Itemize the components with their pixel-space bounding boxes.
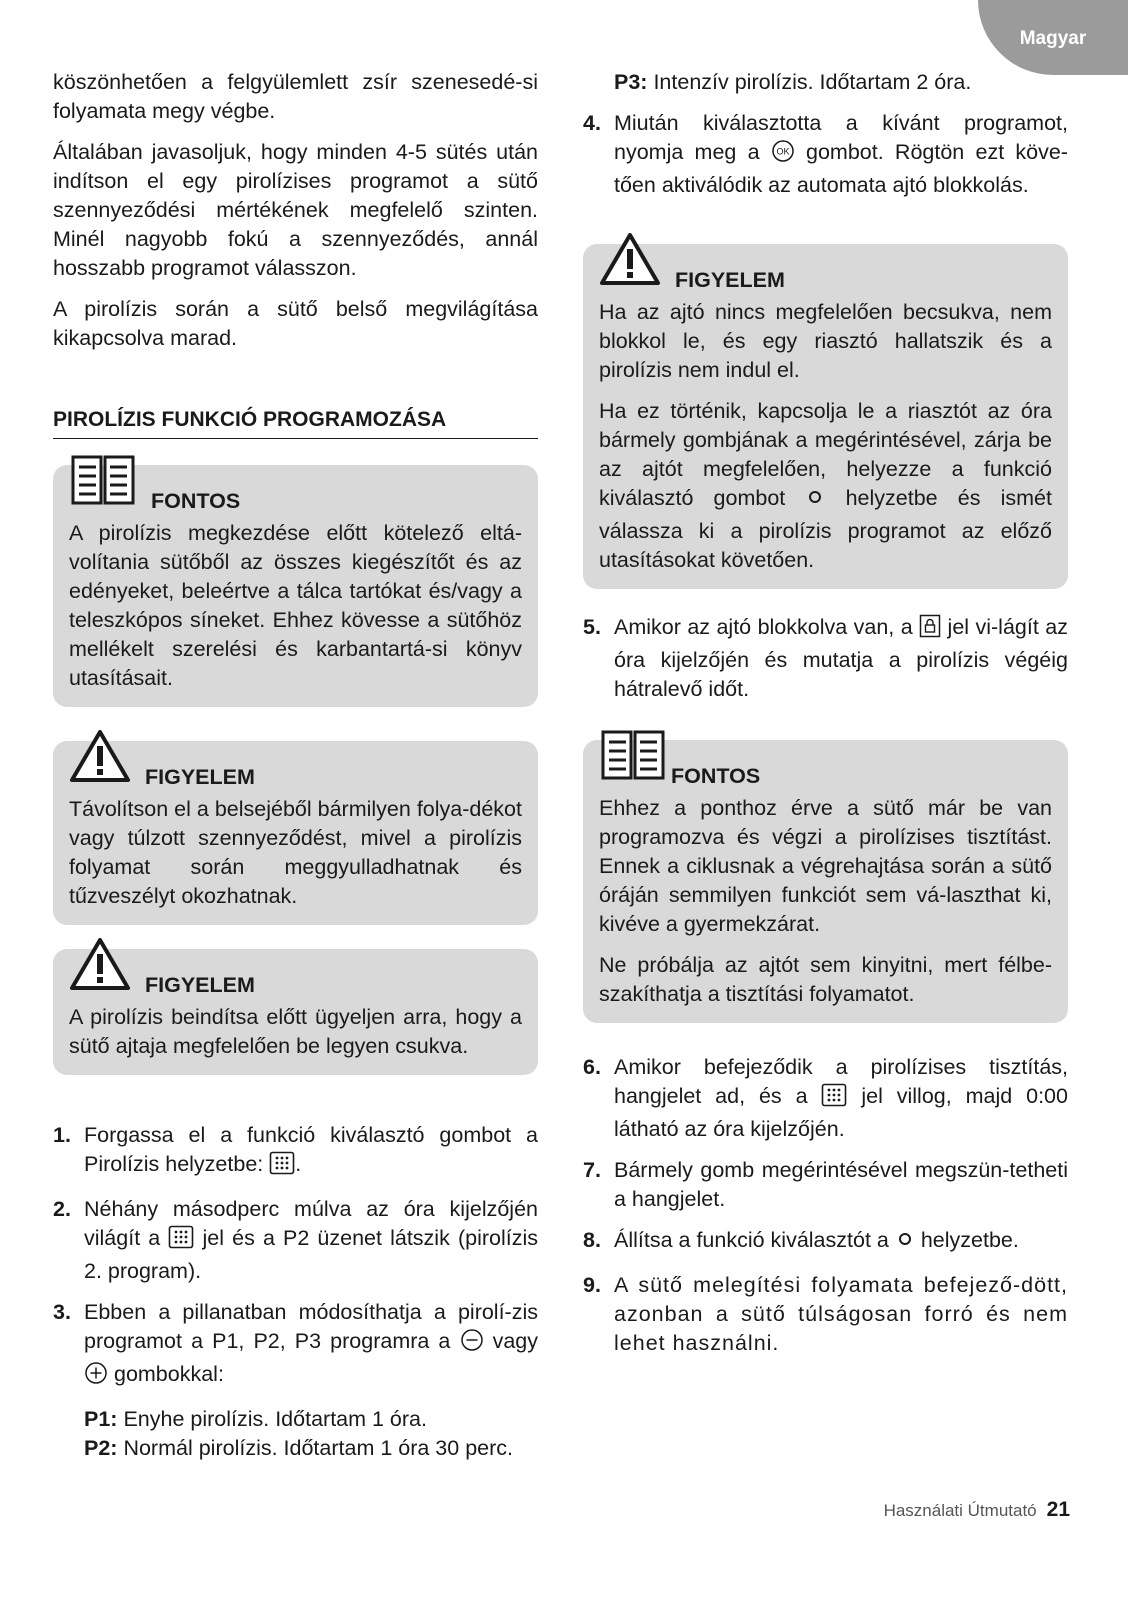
list-item	[583, 1053, 1068, 1144]
step-text: Bármely gomb megérintésével megszün-tetheti a hangjelet.	[614, 1158, 1068, 1211]
step-number: 4.	[583, 111, 601, 135]
language-tab-label: Magyar	[1019, 28, 1087, 49]
fontos-box-2-text-1: Ehhez a ponthoz érve a sütő már be van programozva és végzi a pirolízises tisztítást. Ennek a ciklusnak a végrehajtása során a sütő óráján semmilyen funkciót sem vá-laszthat ki, kivéve a gyermekzárat.	[599, 796, 1052, 936]
step-number: 6.	[583, 1055, 601, 1079]
step-text: Miután kiválasztotta a kívánt programot, nyomja meg a	[614, 111, 1068, 164]
program-code: P1:	[84, 1407, 118, 1431]
step-text-end: jel vi-lágít az óra kijelzőjén és mutatja a pirolízis végéig hátralevő időt.	[614, 615, 1068, 701]
list-item	[583, 1226, 1068, 1259]
off-position-icon	[895, 1230, 915, 1259]
fontos-box	[53, 465, 538, 707]
program-list	[53, 1405, 538, 1463]
step-text: Amikor befejeződik a pirolízises tisztítás, hangjelet ad, és a	[614, 1055, 1068, 1108]
program-text: Normál pirolízis. Időtartam 1 óra 30 perc.	[123, 1436, 513, 1460]
steps-list-left	[53, 1121, 538, 1463]
fontos-box-2-text-2: Ne próbálja az ajtót sem kinyitni, mert félbe-szakíthatja a tisztítási folyamatot.	[599, 953, 1052, 1006]
fontos-box-header	[69, 471, 522, 515]
figyelem-box-1-text: Távolítson el a belsejéből bármilyen folya-dékot vagy túlzott szennyeződést, mivel a pirolízis folyamat során meggyulladhatnak és tűzveszélyt okozhatnak.	[69, 797, 522, 908]
figyelem-box-3-header	[599, 250, 1052, 294]
program-p1	[84, 1405, 538, 1434]
door-lock-icon	[919, 614, 941, 646]
figyelem-box-1-header	[69, 747, 522, 791]
left-column	[53, 68, 538, 1463]
list-item	[583, 1156, 1068, 1214]
section-title: PIROLÍZIS FUNKCIÓ PROGRAMOZÁSA	[53, 405, 538, 439]
figyelem-box-3-title: FIGYELEM	[675, 268, 785, 292]
step-number: 7.	[583, 1158, 601, 1182]
pyrolysis-grid-icon	[821, 1083, 847, 1115]
step-text-end: gombokkal:	[113, 1362, 224, 1386]
list-item	[583, 613, 1068, 704]
manual-book-icon	[69, 453, 137, 515]
intro-paragraph-2: Általában javasoljuk, hogy minden 4-5 sütés után indítson el egy pirolízises programot a sütő szennyeződési mértékének megfelelő szinten. Minél nagyobb fokú a szennyeződés, annál hosszabb programot válasszon.	[53, 140, 538, 280]
figyelem-box-3-text-2b: helyzetbe és ismét válassza ki a pirolízis programot az előző utasításokat követően.	[599, 486, 1052, 572]
steps-list-right	[583, 1053, 1068, 1358]
figyelem-box-3	[583, 244, 1068, 589]
warning-triangle-icon	[69, 729, 131, 791]
list-item	[53, 1121, 538, 1183]
program-text: Intenzív pirolízis. Időtartam 2 óra.	[653, 70, 972, 94]
page-footer	[780, 1495, 1070, 1525]
step-text-end: gombot. Rögtön ezt köve-tően aktiválódik az automata ajtó blokkolás.	[614, 140, 1068, 197]
fontos-box-2-header	[599, 746, 1052, 790]
figyelem-box-3-text-1: Ha az ajtó nincs megfelelően becsukva, nem blokkol le, és egy riasztó hallatszik és a pirolízis nem indul el.	[599, 300, 1052, 382]
plus-circle-icon	[84, 1361, 108, 1393]
off-position-icon	[805, 488, 825, 517]
step-text: Forgassa el a funkció kiválasztó gombot a Pirolízis helyzetbe:	[84, 1123, 538, 1176]
warning-triangle-icon	[69, 937, 131, 999]
step-text-end: helyzetbe.	[920, 1228, 1019, 1252]
list-item	[53, 1298, 538, 1393]
figyelem-box-2	[53, 949, 538, 1075]
program-p3	[583, 68, 1068, 97]
figyelem-box-3-text-2	[599, 397, 1052, 575]
manual-book-icon	[599, 728, 667, 790]
step-text-mid: vagy	[492, 1329, 539, 1353]
step-number: 9.	[583, 1273, 601, 1297]
program-code: P3:	[614, 70, 648, 94]
figyelem-box-2-title: FIGYELEM	[145, 973, 255, 997]
page-number: 21	[1046, 1498, 1070, 1521]
program-text: Enyhe pirolízis. Időtartam 1 óra.	[123, 1407, 427, 1431]
step-text-end: .	[295, 1152, 302, 1176]
right-column	[583, 68, 1068, 1370]
step-number: 5.	[583, 615, 601, 639]
step-number: 8.	[583, 1228, 601, 1252]
step-number: 3.	[53, 1300, 71, 1324]
step-number: 1.	[53, 1123, 71, 1147]
language-tab	[978, 0, 1128, 75]
ok-button-icon	[771, 139, 795, 171]
program-p2	[84, 1434, 538, 1463]
step-number: 2.	[53, 1197, 71, 1221]
step-text: Amikor az ajtó blokkolva van, a	[614, 615, 913, 639]
svg-text:OK: OK	[776, 146, 790, 157]
step-text-end: jel és a P2 üzenet látszik (pirolízis 2. program).	[84, 1226, 538, 1283]
intro-paragraph-1: köszönhetően a felgyülemlett zsír szenesedé-si folyamata megy végbe.	[53, 70, 538, 123]
fontos-box-2	[583, 740, 1068, 1023]
pyrolysis-grid-icon	[269, 1151, 295, 1183]
step-text: Néhány másodperc múlva az óra kijelzőjén világít a	[84, 1197, 538, 1250]
fontos-box-text: A pirolízis megkezdése előtt kötelező eltá-volítania sütőből az összes kiegészítőt és az edényeket, beleértve a tálca tartókat és/vagy a teleszkópos síneket. Ehhez kövesse a sütőhöz mellékelt szerelési és karbantartá-si könyv utasításait.	[69, 521, 522, 690]
list-item	[583, 109, 1068, 200]
figyelem-box-3-text-2a: Ha ez történik, kapcsolja le a riasztót az óra bármely gombjának a megérintésével, zárja be az ajtót megfelelően, helyezze a funkció kiválasztó gombot	[599, 399, 1052, 510]
step-text: Állítsa a funkció kiválasztót a	[614, 1228, 889, 1252]
figyelem-box-1	[53, 741, 538, 925]
fontos-box-2-title: FONTOS	[671, 764, 761, 788]
fontos-box-title: FONTOS	[151, 489, 241, 513]
figyelem-box-2-header	[69, 955, 522, 999]
list-item	[583, 1271, 1068, 1358]
program-code: P2:	[84, 1436, 118, 1460]
step-text: Ebben a pillanatban módosíthatja a pirolí-zis programot a P1, P2, P3 programra a	[84, 1300, 538, 1353]
figyelem-box-1-title: FIGYELEM	[145, 765, 255, 789]
minus-circle-icon	[460, 1328, 484, 1360]
list-item	[53, 1195, 538, 1286]
warning-triangle-icon	[599, 232, 661, 294]
pyrolysis-grid-icon	[168, 1225, 194, 1257]
intro-paragraph-3: A pirolízis során a sütő belső megvilágítása kikapcsolva marad.	[53, 297, 538, 350]
figyelem-box-2-text: A pirolízis beindítsa előtt ügyeljen arra, hogy a sütő ajtaja megfelelően be legyen csukva.	[69, 1005, 522, 1058]
step-text: A sütő melegítési folyamata befejező-dött, azonban a sütő túlságosan forró és nem lehet használni.	[614, 1273, 1068, 1355]
footer-label: Használati Útmutató	[883, 1501, 1037, 1520]
step-text-end: jel villog, majd 0:00 látható az óra kijelzőjén.	[614, 1084, 1068, 1141]
